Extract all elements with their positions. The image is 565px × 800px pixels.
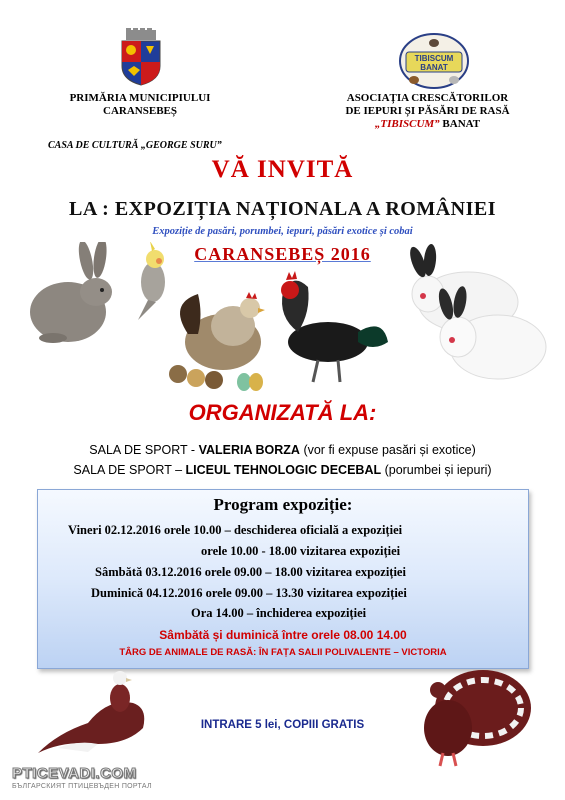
association-line-1: ASOCIAȚIA CRESCĂTORILOR <box>346 92 509 104</box>
left-pigeon-image <box>38 671 144 753</box>
venue-2 <box>0 463 565 477</box>
venue-1 <box>0 443 565 457</box>
program-line-sunday: Duminică 04.12.2016 orele 09.00 – 13.30 vizitarea expoziției <box>91 586 407 600</box>
association-name-suffix: BANAT <box>439 118 481 130</box>
logo-text-bottom: BANAT <box>420 63 448 72</box>
right-fantail-pigeon-image <box>424 670 531 766</box>
venue-1-prefix: SALA DE SPORT - <box>89 443 199 457</box>
program-line-friday-visit: orele 10.00 - 18.00 vizitarea expoziției <box>201 544 401 558</box>
invite-heading: VĂ INVITĂ <box>211 156 354 183</box>
venue-2-prefix: SALA DE SPORT – <box>73 463 186 477</box>
association-name-highlight: „TIBISCUM” <box>374 118 440 130</box>
organized-at-heading: ORGANIZATĂ LA: <box>188 400 377 425</box>
association-header <box>320 92 535 131</box>
entry-fee-label: INTRARE 5 lei, COPIII GRATIS <box>200 719 365 731</box>
program-market-location: TÂRG DE ANIMALE DE RASĂ: ÎN FAȚA SALII POLIVALENTE – VICTORIA <box>119 647 447 658</box>
logo-text-top: TIBISCUM <box>414 54 454 63</box>
exhibition-subtitle: Expoziție de pasări, porumbei, iepuri, păsări exotice și cobai <box>152 226 413 237</box>
culture-house-label: CASA DE CULTURĂ „GEORGE SURU” <box>48 140 222 151</box>
pigeons-illustration <box>28 668 548 768</box>
program-box <box>37 489 529 669</box>
program-line-friday: Vineri 02.12.2016 orele 10.00 – deschiderea oficială a expoziției <box>68 523 403 537</box>
hen-with-chicks-image <box>169 292 265 391</box>
program-line-closing: Ora 14.00 – închiderea expoziției <box>191 606 367 620</box>
municipality-line-1: PRIMĂRIA MUNICIPIULUI <box>69 92 211 104</box>
watermark-tagline: БЪЛГАРСКИЯТ ПТИЦЕВЪДЕН ПОРТАЛ <box>12 783 152 790</box>
watermark <box>12 765 152 790</box>
association-line-2: DE IEPURI ȘI PĂSĂRI DE RASĂ <box>345 105 510 117</box>
caransebes-coat-of-arms-icon <box>118 28 164 86</box>
municipality-line-2: CARANSEBEȘ <box>103 105 177 117</box>
black-rooster-image <box>281 271 388 382</box>
city-year: CARANSEBEȘ 2016 <box>194 244 371 264</box>
program-market-hours: Sâmbătă și duminică între orele 08.00 14.00 <box>159 628 407 642</box>
exhibition-title: LA : EXPOZIȚIA NAȚIONALA A ROMÂNIEI <box>68 198 497 220</box>
venue-1-note: (vor fi expuse pasări și exotice) <box>299 443 476 457</box>
tibiscum-banat-logo <box>398 32 470 90</box>
venue-2-note: (porumbei și iepuri) <box>381 463 492 477</box>
watermark-site: PTICEVADI.COM <box>12 765 137 782</box>
municipality-header <box>40 92 240 118</box>
venue-1-name: VALERIA BORZA <box>198 443 300 457</box>
program-line-saturday: Sâmbătă 03.12.2016 orele 09.00 – 18.00 vizitarea expoziției <box>95 565 406 579</box>
venue-2-name: LICEUL TEHNOLOGIC DECEBAL <box>185 463 382 477</box>
program-title: Program expoziție: <box>213 495 353 514</box>
association-line-3 <box>320 118 535 131</box>
